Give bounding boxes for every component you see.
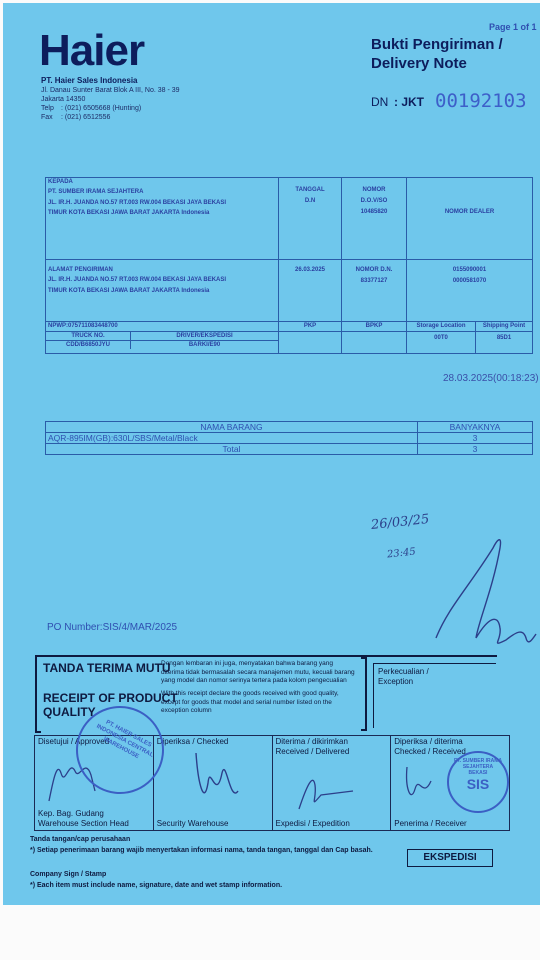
- telp-value: : (021) 6505668 (Hunting): [61, 105, 142, 112]
- nomor-label: NOMOR: [362, 187, 386, 193]
- tanda-terima-title: TANDA TERIMA MUTU: [43, 661, 171, 675]
- bpkp-label: BPKP: [365, 323, 383, 329]
- dn-number: 00192103: [435, 90, 527, 112]
- checked-label: Diperiksa / Checked: [156, 737, 229, 746]
- po-number: PO Number:SIS/4/MAR/2025: [47, 622, 178, 633]
- page-indicator: Page 1 of 1: [489, 22, 537, 32]
- approved-label: Disetujui / Approved: [38, 737, 110, 746]
- approved-role: Kep. Bag. Gudang: [38, 809, 104, 818]
- sis-stamp-ring: PT. SUMBER IRAMA SEJAHTERA BEKASI: [453, 758, 503, 776]
- nomor-dn-value: 83377127: [360, 278, 388, 284]
- customer-address-1: JL. IR.H. JUANDA NO.57 RT.003 RW.004 BEKASI JAYA BEKASI: [48, 200, 227, 206]
- delivered-label-en: Received / Delivered: [275, 747, 350, 756]
- exception-box: [373, 663, 496, 728]
- approved-role-en: Warehouse Section Head: [38, 819, 129, 828]
- dealer-value-2: 0000581070: [452, 278, 487, 284]
- nomor-dealer-label: NOMOR DEALER: [444, 209, 495, 215]
- fax-label: Fax: [41, 114, 53, 121]
- driver-value: BARKI/E90: [188, 342, 221, 348]
- tanggal-label: TANGGAL: [295, 187, 325, 193]
- company-name: PT. Haier Sales Indonesia: [41, 76, 138, 85]
- nomor-value: 10485820: [360, 209, 388, 215]
- telp-label: Telp: [41, 105, 54, 112]
- delivery-note-sheet: [3, 3, 540, 905]
- customer-name: PT. SUMBER IRAMA SEJAHTERA: [48, 189, 144, 195]
- checked-signature: [188, 743, 248, 813]
- shipping-point-value: 85D1: [496, 335, 512, 341]
- date-value: 26.03.2025: [294, 267, 326, 273]
- doc-title: Bukti Pengiriman /: [371, 36, 503, 53]
- setiap-note: *) Setiap penerimaan barang wajib menyertakan informasi nama, tanda tangan, tanggal dan Cap basah.: [30, 847, 373, 854]
- each-item-note: *) Each item must include name, signature, date and wet stamp information.: [30, 882, 283, 889]
- storage-location-value: 00T0: [434, 335, 448, 341]
- receiver-signature: [401, 759, 441, 809]
- kepada-label: KEPADA: [48, 179, 73, 185]
- left-bracket: [35, 655, 41, 733]
- tanda-tangan-note: Tanda tangan/cap perusahaan: [30, 836, 131, 843]
- dealer-value-1: 0155090001: [452, 267, 487, 273]
- ship-address-2: TIMUR KOTA BEKASI JAWA BARAT JAKARTA Indonesia: [48, 288, 210, 294]
- tanda-terima-desc: Dengan lembaran ini juga, menyatakan bahwa barang yang diterima tidak bermasalah secara manajemen mutu, kecuali barang yang model dan nomor serinya tertera pada kolom pengecualian: [161, 660, 355, 684]
- item-name: AQR-895IM(GB):630L/SBS/Metal/Black: [46, 433, 418, 444]
- doc-title-en: Delivery Note: [371, 55, 467, 72]
- exception-label: Perkecualian /: [378, 667, 429, 676]
- item-qty: 3: [418, 433, 533, 444]
- received-label-en: Checked / Received: [394, 747, 466, 756]
- fax-value: : (021) 6512556: [61, 114, 111, 121]
- checked-role: Security Warehouse: [156, 819, 229, 828]
- truck-label: TRUCK NO.: [46, 332, 131, 341]
- haier-stamp-text: PT. HAIER SALES INDONESIA CENTRAL WAREHOUSE: [95, 719, 155, 761]
- total-label: Total: [46, 444, 418, 455]
- exception-label-en: Exception: [378, 677, 414, 686]
- sis-stamp: [447, 751, 509, 813]
- alamat-label: ALAMAT PENGIRIMAN: [48, 267, 113, 273]
- haier-logo: Haier: [39, 26, 145, 75]
- received-role: Penerima / Receiver: [394, 819, 467, 828]
- print-timestamp: 28.03.2025(00:18:23): [443, 373, 539, 384]
- table-row: [46, 433, 533, 444]
- nama-barang-header: NAMA BARANG: [46, 422, 418, 433]
- receipt-title: RECEIPT OF PRODUCT: [43, 691, 178, 705]
- npwp: NPWP:075711083448700: [48, 323, 118, 329]
- nomor-dn-label: NOMOR D.N.: [355, 267, 393, 273]
- banyaknya-header: BANYAKNYA: [418, 422, 533, 433]
- delivered-label: Diterima / dikirimkan: [275, 737, 348, 746]
- ekspedisi-box: EKSPEDISI: [407, 849, 493, 867]
- customer-address-2: TIMUR KOTA BEKASI JAWA BARAT JAKARTA Indonesia: [48, 210, 210, 216]
- received-label: Diperiksa / diterima: [394, 737, 463, 746]
- delivered-role: Expedisi / Expedition: [275, 819, 350, 828]
- main-signature: [428, 528, 540, 658]
- shipping-point-label: Shipping Point: [482, 323, 526, 329]
- truck-value: CDD/B6850JYU: [46, 341, 131, 350]
- nomor-sub: D.O.V/SO: [360, 198, 388, 204]
- company-address-1: Jl. Danau Sunter Barat Blok A III, No. 38 - 39: [41, 87, 180, 94]
- driver-label: DRIVER/EKSPEDISI: [131, 332, 279, 341]
- ship-address-1: JL. IR.H. JUANDA NO.57 RT.003 RW.004 BEKASI JAYA BEKASI: [48, 277, 227, 283]
- dn-prefix: : JKT: [394, 95, 424, 109]
- company-address-2: Jakarta 14350: [41, 96, 86, 103]
- receipt-title-2: QUALITY: [43, 705, 96, 719]
- handwritten-date: 26/03/25: [370, 511, 431, 534]
- sis-stamp-text: SIS: [466, 776, 490, 792]
- receipt-desc: With this receipt declare the goods received with good quality, except for goods that model and serial number listed on the exception column: [161, 690, 339, 714]
- middle-bracket: [361, 657, 367, 731]
- truck-driver-table: [46, 332, 278, 349]
- handwritten-time: 23:45: [386, 546, 417, 561]
- delivered-signature: [293, 765, 363, 813]
- dn-label: DN: [371, 95, 389, 109]
- items-table: [45, 421, 533, 455]
- company-sign-note: Company Sign / Stamp: [30, 871, 107, 878]
- pkp-label: PKP: [303, 323, 317, 329]
- tanggal-sub: D.N: [304, 198, 316, 204]
- delivery-info-table: [45, 177, 533, 354]
- total-value: 3: [418, 444, 533, 455]
- storage-location-label: Storage Location: [416, 323, 466, 329]
